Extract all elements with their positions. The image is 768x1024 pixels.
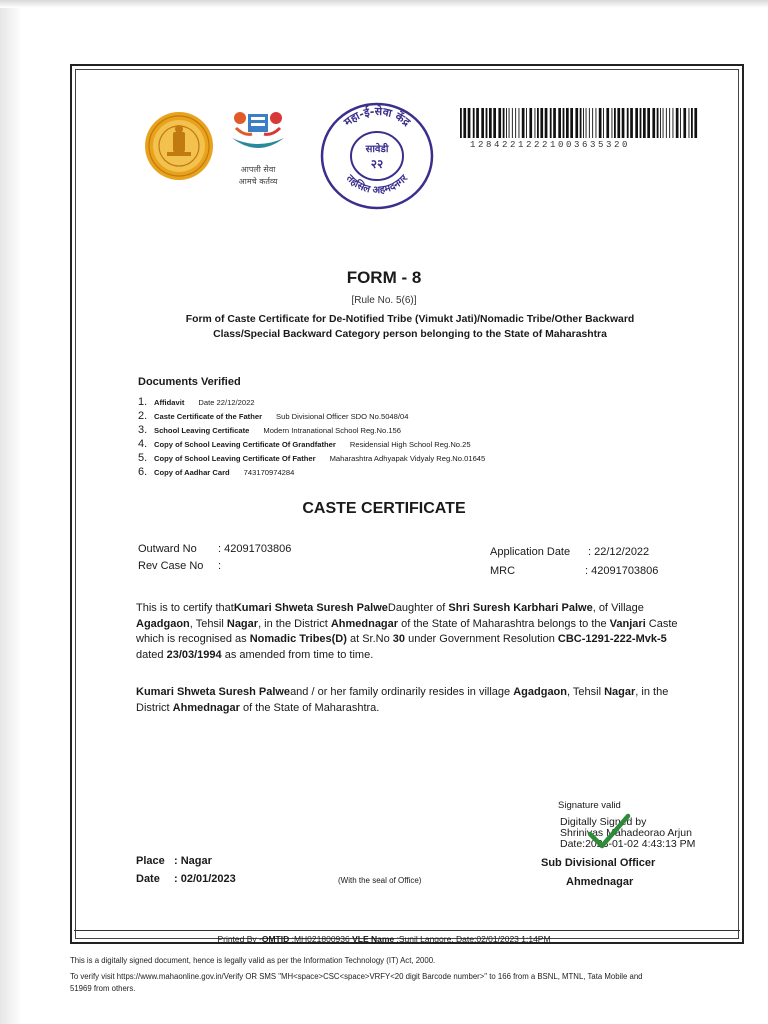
document-item — [138, 466, 294, 478]
barcode-icon — [460, 108, 698, 138]
state-emblem-icon — [138, 106, 220, 186]
officer-title: Sub Divisional Officer — [541, 857, 656, 869]
stamp-text-top: महा-ई-सेवा केंद्र — [341, 104, 413, 129]
barcode-bar — [691, 108, 693, 138]
barcode-bar — [498, 108, 501, 138]
document-number: 5. — [138, 452, 148, 464]
barcode-bar — [663, 108, 664, 138]
document-detail: 743170974284 — [243, 468, 295, 477]
aaple-seva-logo — [226, 106, 290, 188]
logo-caption-2: आमचे कर्तव्य — [238, 177, 278, 186]
place-label: Place — [136, 855, 165, 867]
barcode-bar — [526, 108, 527, 138]
barcode-bar — [566, 108, 569, 138]
barcode-bar — [640, 108, 642, 138]
rev-case-label: Rev Case No — [138, 560, 204, 572]
outward-value: : 42091703806 — [218, 543, 292, 555]
stamp-center-top: सावेडी — [365, 144, 389, 155]
application-date-value: : 22/12/2022 — [588, 546, 650, 558]
logo-caption-1: आपली सेवा — [240, 165, 276, 174]
form-title: FORM - 8 — [346, 268, 422, 287]
date-label: Date — [136, 873, 160, 885]
applicant-name: Kumari Shweta Suresh Palwe — [233, 602, 388, 614]
village-name: Agadgaon — [136, 617, 190, 630]
father-name: Shri Suresh Karbhari Palwe — [448, 602, 593, 614]
tehsil-name: Nagar — [226, 617, 259, 630]
document-title: Copy of Aadhar Card — [154, 468, 230, 477]
place-value: : Nagar — [174, 855, 212, 867]
barcode-bar — [630, 108, 633, 138]
barcode-bar — [535, 108, 536, 138]
barcode-bar — [657, 108, 659, 138]
serial-number: 30 — [392, 633, 406, 645]
barcode-bar — [570, 108, 573, 138]
aaple-seva-icon — [226, 106, 290, 160]
barcode-bar — [586, 108, 587, 138]
document-item — [138, 424, 401, 436]
mrc-label: MRC — [490, 565, 516, 577]
barcode-bar — [660, 108, 661, 138]
signature-check-icon — [586, 812, 632, 852]
verify-note-cont: 51969 from others. — [70, 984, 136, 993]
signature-signer: Shrinivas Mahadeorao Arjun — [560, 827, 692, 839]
barcode-bar — [545, 108, 548, 138]
barcode-bar — [515, 108, 516, 138]
document-detail: Maharashtra Adhyapak Vidyaly Reg.No.01645 — [329, 454, 486, 463]
district-name: Ahmednagar — [172, 701, 240, 714]
printed-by-line: Printed By -OMTID :MH021800936 VLE Name :Sunil Langore, Date:02/01/2023 1:14PM — [217, 934, 551, 944]
application-date-label: Application Date — [490, 546, 571, 558]
form-rule: [Rule No. 5(6)] — [351, 295, 417, 306]
barcode-number: 12842212221003635320 — [470, 140, 631, 150]
document-number: 2. — [138, 410, 148, 422]
barcode-bar — [476, 108, 479, 138]
form-description — [140, 312, 680, 342]
outward-label: Outward No — [138, 543, 197, 555]
document-detail: Residensial High School Reg.No.25 — [349, 440, 471, 449]
resolution-date: 23/03/1994 — [166, 648, 222, 661]
barcode-bar — [580, 108, 582, 138]
certificate-paragraph-1: This is to certify thatKumari Shweta Suresh PalweDaughter of Shri Suresh Karbhari Palwe, of Village Agadgaon, Tehsil Nagar, in the District Ahmednagar of the State of Maharashtra belongs to the Vanjari Caste which is recognised as Nomadic Tribes(D) at Sr.No 30 under Government Resolution CBC-1291-222-Mvk-5 dated 23/03/1994 as amended from time to time. — [136, 602, 678, 661]
barcode-bar — [509, 108, 510, 138]
form-description-line-2: Class/Special Backward Category person belonging to the State of Maharashtra — [213, 329, 607, 340]
barcode-bar — [463, 108, 466, 138]
barcode-bar — [592, 108, 593, 138]
document-item — [138, 452, 485, 464]
date-value: : 02/01/2023 — [174, 873, 236, 885]
documents-heading: Documents Verified — [138, 376, 241, 388]
barcode-bar — [486, 108, 488, 138]
barcode-bar — [540, 108, 543, 138]
barcode-bar — [506, 108, 507, 138]
barcode-bar — [676, 108, 679, 138]
barcode-bar — [512, 108, 513, 138]
barcode-bar — [643, 108, 646, 138]
village-name: Agadgaon — [513, 686, 567, 698]
officer-place: Ahmednagar — [566, 876, 634, 888]
rev-case-value: : — [218, 560, 222, 572]
document-item — [138, 410, 408, 422]
caste-certificate-title: CASTE CERTIFICATE — [302, 500, 466, 517]
barcode-bar — [647, 108, 650, 138]
barcode-bar — [617, 108, 620, 138]
barcode-bar — [493, 108, 496, 138]
barcode-bar — [589, 108, 590, 138]
barcode-bar — [603, 108, 604, 138]
barcode-bar — [666, 108, 667, 138]
barcode-bar — [473, 108, 475, 138]
signature-valid-text: Signature valid — [558, 800, 621, 811]
barcode-bar — [481, 108, 484, 138]
legal-note: This is a digitally signed document, hence is legally valid as per the Information Technology (IT) Act, 2000. — [70, 956, 436, 965]
seva-kendra-stamp-icon — [318, 100, 436, 212]
document-title: School Leaving Certificate — [154, 426, 250, 435]
barcode-bar — [669, 108, 670, 138]
svg-text:तहसिल अहमदनगर — [343, 172, 410, 196]
district-name: Ahmednagar — [330, 617, 399, 630]
document-title: Copy of School Leaving Certificate Of Father — [154, 454, 316, 463]
barcode-bar — [468, 108, 471, 138]
resolution-number: CBC-1291-222-Mvk-5 — [557, 633, 667, 645]
document-title: Affidavit — [154, 398, 185, 407]
barcode-bar — [596, 108, 597, 138]
barcode-bar — [558, 108, 561, 138]
document-number: 6. — [138, 466, 148, 478]
barcode-bar — [599, 108, 602, 138]
barcode-bar — [550, 108, 552, 138]
form-description-line-1: Form of Caste Certificate for De-Notified Tribe (Vimukt Jati)/Nomadic Tribe/Other Backward — [185, 314, 635, 325]
barcode-bar — [503, 108, 505, 138]
stamp-center-number: २२ — [370, 157, 384, 171]
barcode-bar — [529, 108, 532, 138]
barcode-bar — [689, 108, 690, 138]
barcode-bar — [694, 108, 697, 138]
barcode-bar — [680, 108, 681, 138]
caste-category: Nomadic Tribes(D) — [249, 633, 347, 645]
document-item — [138, 396, 255, 408]
document-detail: Date 22/12/2022 — [198, 398, 255, 407]
footer-divider — [74, 930, 740, 931]
barcode-bar — [622, 108, 625, 138]
document-title: Copy of School Leaving Certificate Of Grandfather — [154, 440, 336, 449]
barcode-bar — [460, 108, 462, 138]
barcode-bar — [519, 108, 520, 138]
signature-line-1: Digitally Signed by — [560, 816, 647, 828]
barcode-bar — [627, 108, 629, 138]
seal-note: (With the seal of Office) — [338, 876, 422, 885]
certificate-paragraph-2: Kumari Shweta Suresh Palweand / or her family ordinarily resides in village Agadgaon, Tehsil Nagar, in the District Ahmednagar of the State of Maharashtra. — [136, 686, 669, 714]
barcode-bar — [606, 108, 609, 138]
document-detail: Modern Intranational School Reg.No.156 — [263, 426, 401, 435]
barcode-bar — [489, 108, 492, 138]
barcode-bar — [522, 108, 525, 138]
document-item — [138, 438, 471, 450]
barcode-bar — [683, 108, 686, 138]
document-number: 3. — [138, 424, 148, 436]
tehsil-name: Nagar — [604, 686, 636, 698]
document-number: 1. — [138, 396, 148, 408]
barcode-bar — [583, 108, 584, 138]
stamp-text-bottom: तहसिल अहमदनगर — [343, 173, 411, 197]
signature-date: Date:2023-01-02 4:43:13 PM — [560, 838, 696, 850]
document-detail: Sub Divisional Officer SDO No.5048/04 — [276, 412, 409, 421]
barcode-bar — [673, 108, 674, 138]
barcode-bar — [652, 108, 655, 138]
barcode-bar — [612, 108, 613, 138]
applicant-name: Kumari Shweta Suresh Palwe — [136, 686, 291, 698]
svg-text:महा-ई-सेवा केंद्र — [341, 104, 414, 130]
barcode-bar — [614, 108, 616, 138]
barcode-bar — [537, 108, 539, 138]
document-number: 4. — [138, 438, 148, 450]
barcode-bar — [575, 108, 578, 138]
caste-name: Vanjari — [609, 617, 646, 630]
barcode-bar — [553, 108, 556, 138]
document-title: Caste Certificate of the Father — [154, 412, 263, 421]
barcode-bar — [635, 108, 638, 138]
scan-top-edge — [0, 0, 768, 8]
barcode-bar — [563, 108, 565, 138]
verify-note: To verify visit https://www.mahaonline.gov.in/Verify OR SMS "MH<space>CSC<space>VRFY<20 digit Barcode number>" to 166 from a BSNL, MTNL, Tata Mobile and — [70, 972, 643, 981]
mrc-value: : 42091703806 — [585, 565, 659, 577]
